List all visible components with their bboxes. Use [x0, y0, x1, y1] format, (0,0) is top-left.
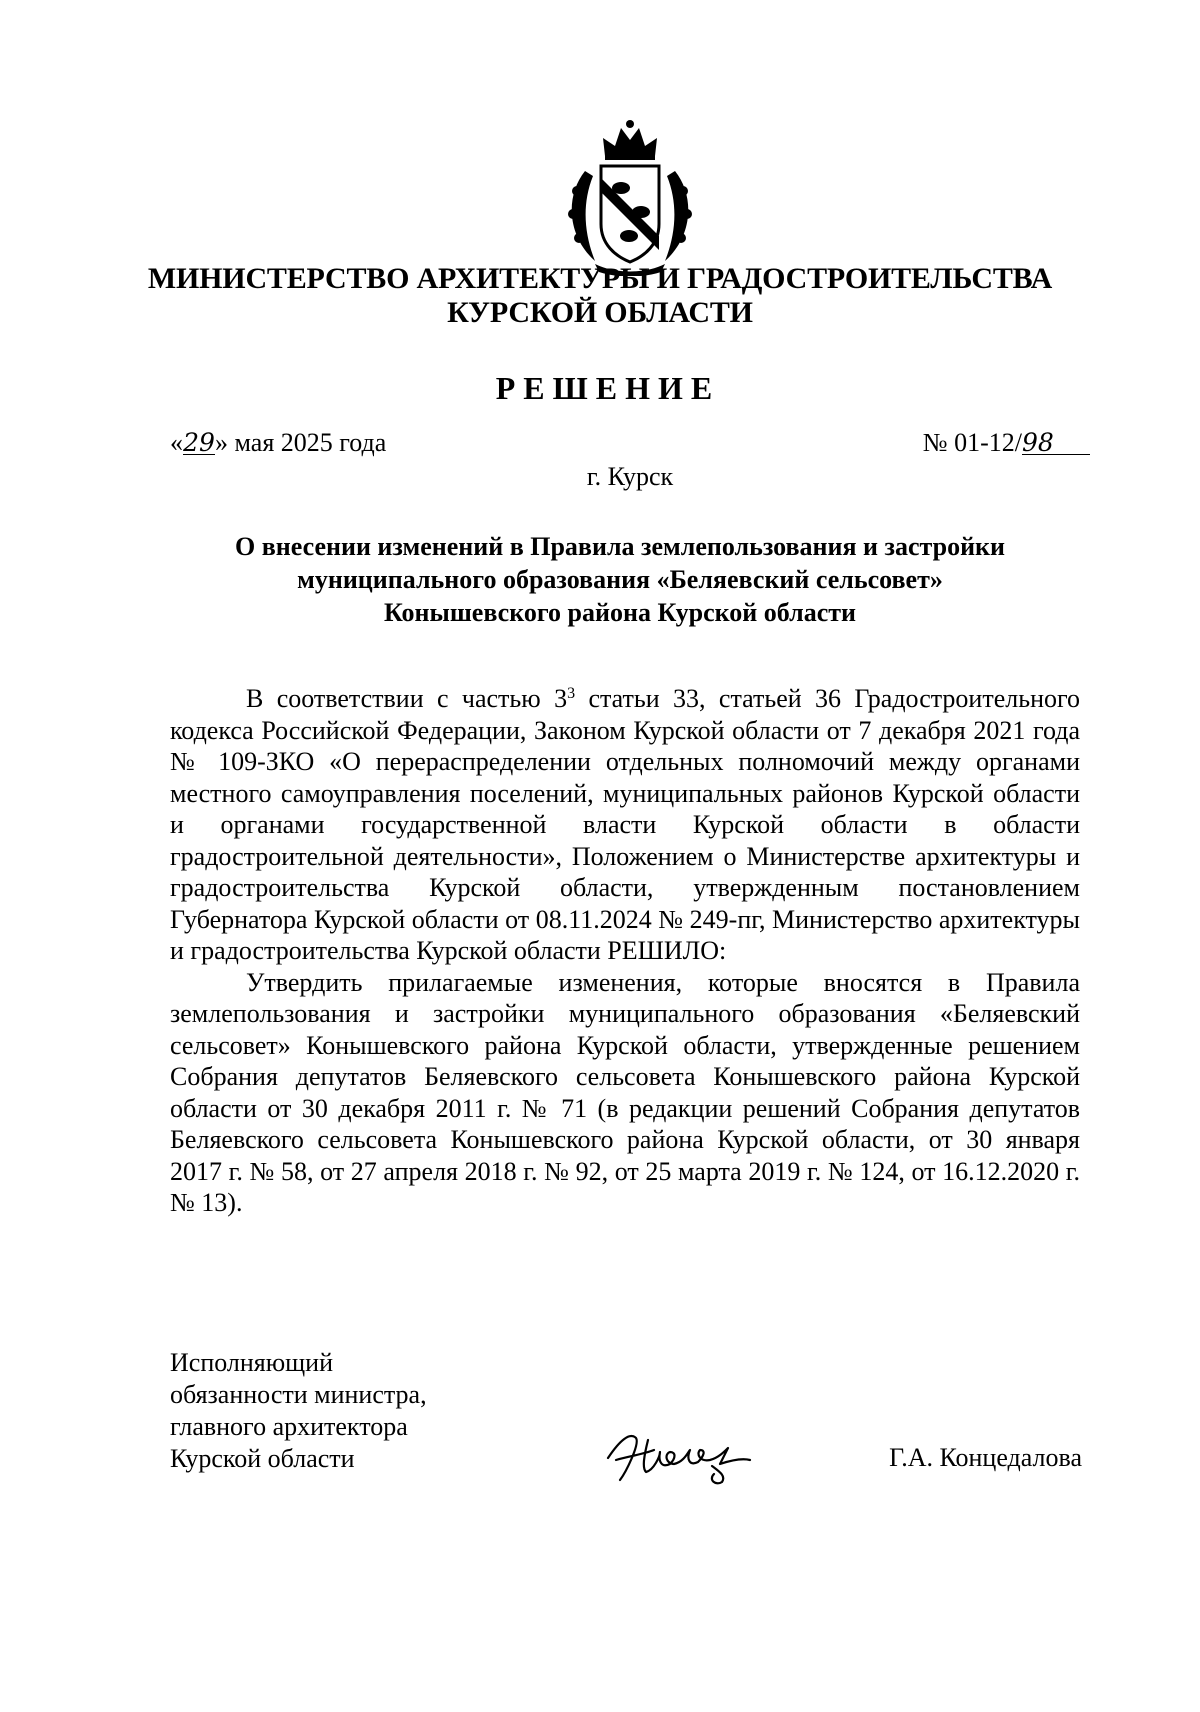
- document-type: РЕШЕНИЕ: [495, 370, 721, 406]
- paragraph-1-superscript: 3: [567, 685, 576, 702]
- document-date: [170, 428, 386, 458]
- handwritten-signature: [600, 1420, 760, 1490]
- signer-title-line-1: Исполняющий: [170, 1348, 334, 1377]
- document-subject: [170, 530, 1070, 629]
- body-paragraph-2: Утвердить прилагаемые изменения, которые вносятся в Правила землепользования и застройки муниципального образования «Беляевский сельсовет» Конышевского района Курской области, утвержденные решением Собрания депутатов Беляевского сельсовета Конышевского района Курской области от 30 декабря 2011 г. № 71 (в редакции решений Собрания депутатов Беляевского сельсовета Конышевского района Курской области, от 30 января 2017 г. № 58, от 27 апреля 2018 г. № 92, от 25 марта 2019 г. № 124, от 16.12.2020 г. № 13).: [170, 967, 1080, 1217]
- subject-line-3: Конышевского района Курской области: [384, 598, 856, 627]
- date-quote-open: «: [170, 428, 183, 457]
- signer-title-line-4: Курской области: [170, 1444, 355, 1473]
- signer-name: Г.А. Концедалова: [889, 1443, 1082, 1472]
- document-number: [923, 428, 1090, 458]
- subject-line-2: муниципального образования «Беляевский сельсовет»: [297, 565, 943, 594]
- subject-line-1: О внесении изменений в Правила землепользования и застройки: [234, 532, 1006, 561]
- org-line-1: МИНИСТЕРСТВО АРХИТЕКТУРЫ И ГРАДОСТРОИТЕЛЬСТВА: [147, 262, 1053, 295]
- signer-title-line-2: обязанности министра,: [170, 1380, 427, 1409]
- number-prefix: № 01-12/: [922, 428, 1022, 457]
- document-city: г. Курск: [586, 462, 674, 491]
- number-handwritten: 98: [1022, 432, 1090, 455]
- document-body: [170, 683, 1080, 1219]
- signer-title-line-3: главного архитектора: [170, 1412, 408, 1441]
- org-line-2: КУРСКОЙ ОБЛАСТИ: [447, 296, 753, 329]
- organization-name: [0, 262, 1200, 330]
- date-day-handwritten: 29: [183, 428, 215, 457]
- paragraph-1-start: В соответствии с частью 3: [246, 684, 568, 713]
- signer-title: [170, 1347, 427, 1475]
- date-month-year: » мая 2025 года: [215, 428, 387, 457]
- body-paragraph-1: [170, 683, 1080, 967]
- paragraph-1-rest: статьи 33, статьей 36 Градостроительного кодекса Российской Федерации, Законом Курской области от 7 декабря 2021 года № 109-ЗКО «О перераспределении отдельных полномочий между органами местного самоуправления поселений, муниципальных районов Курской области и органами государственной власти Курской области в области градостроительной деятельности», Положением о Министерстве архитектуры и градостроительства Курской области, утвержденным постановлением Губернатора Курской области от 08.11.2024 № 249-пг, Министерство архитектуры и градостроительства Курской области РЕШИЛО:: [170, 684, 1081, 965]
- kursk-coat-of-arms-icon: [555, 116, 705, 276]
